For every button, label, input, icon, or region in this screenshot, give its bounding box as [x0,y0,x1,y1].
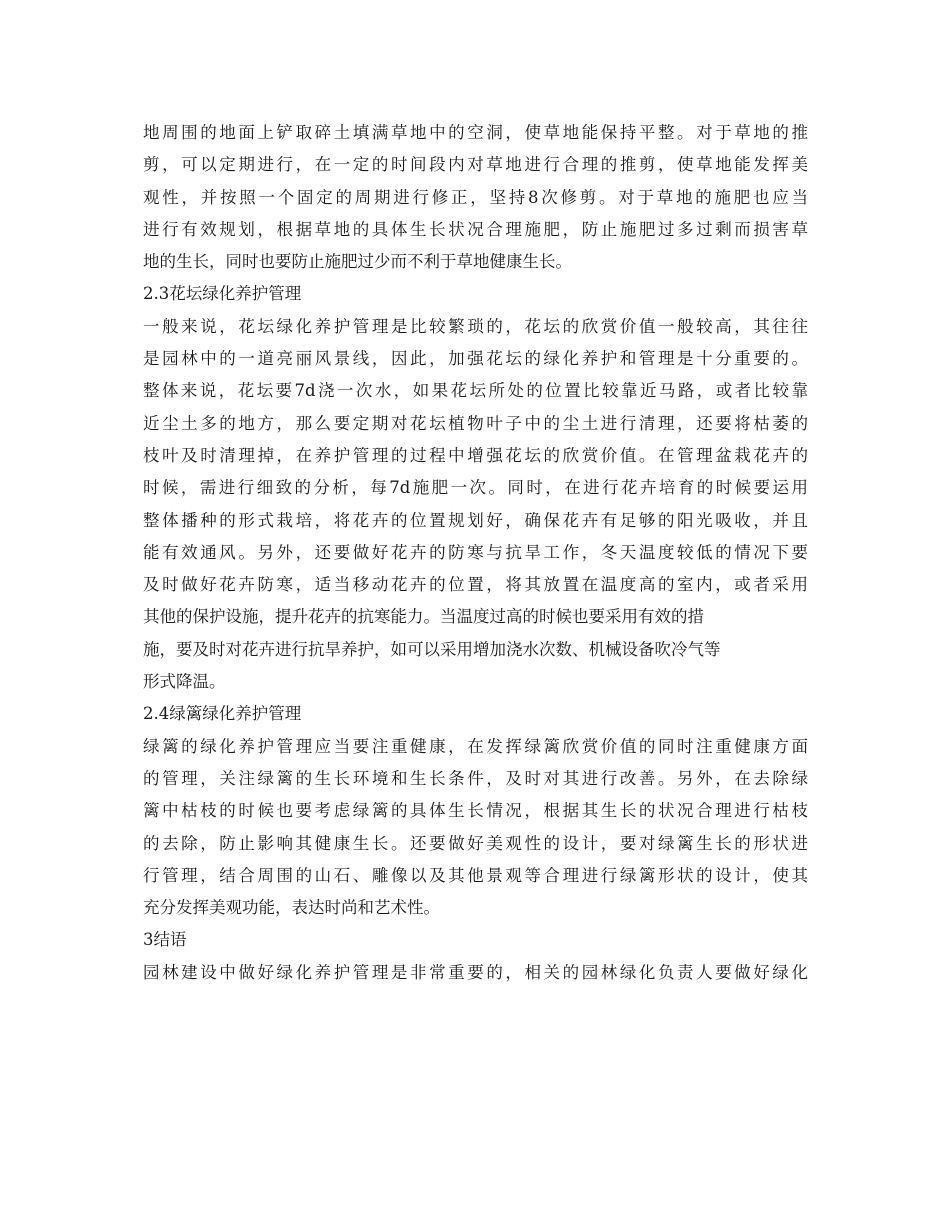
text-line: 3结语 [143,930,187,950]
text-line: 绿篱的绿化养护管理应当要注重健康，在发挥绿篱欣赏价值的同时注重健康方面 [143,736,808,756]
document-body [143,117,808,989]
text-line: 施，要及时对花卉进行抗旱养护，如可以采用增加浇水次数、机械设备吹冷气等 [143,639,721,659]
text-line: 的管理，关注绿篱的生长环境和生长条件，及时对其进行改善。另外，在去除绿 [143,768,808,788]
text-line: 观性，并按照一个固定的周期进行修正，坚持8次修剪。对于草地的施肥也应当 [143,187,808,207]
text-line: 的去除，防止影响其健康生长。还要做好美观性的设计，要对绿篱生长的形状进 [143,833,808,853]
text-line: 近尘土多的地方，那么要定期对花坛植物叶子中的尘土进行清理，还要将枯萎的 [143,413,808,433]
text-line: 是园林中的一道亮丽风景线，因此，加强花坛的绿化养护和管理是十分重要的。 [143,349,808,369]
text-line: 2.4绿篱绿化养护管理 [143,704,302,724]
text-line: 能有效通风。另外，还要做好花卉的防寒与抗旱工作，冬天温度较低的情况下要 [143,542,808,562]
text-line: 地的生长，同时也要防止施肥过少而不利于草地健康生长。 [143,252,572,272]
text-line: 整体来说，花坛要7d浇一次水，如果花坛所处的位置比较靠近马路，或者比较靠 [143,381,808,401]
text-line: 整体播种的形式栽培，将花卉的位置规划好，确保花卉有足够的阳光吸收，并且 [143,510,808,530]
text-line: 一般来说，花坛绿化养护管理是比较繁琐的，花坛的欣赏价值一般较高，其往往 [143,316,808,336]
text-line: 剪，可以定期进行，在一定的时间段内对草地进行合理的推剪，使草地能发挥美 [143,155,808,175]
text-line: 园林建设中做好绿化养护管理是非常重要的，相关的园林绿化负责人要做好绿化 [143,962,808,982]
text-line: 进行有效规划，根据草地的具体生长状况合理施肥，防止施肥过多过剩而损害草 [143,219,808,239]
text-line: 其他的保护设施，提升花卉的抗寒能力。当温度过高的时候也要采用有效的措 [143,607,704,627]
text-line: 2.3花坛绿化养护管理 [143,284,302,304]
text-line: 形式降温。 [143,672,226,692]
text-line: 行管理，结合周围的山石、雕像以及其他景观等合理进行绿篱形状的设计，使其 [143,865,808,885]
text-line: 篱中枯枝的时候也要考虑绿篱的具体生长情况，根据其生长的状况合理进行枯枝 [143,801,808,821]
text-line: 及时做好花卉防寒，适当移动花卉的位置，将其放置在温度高的室内，或者采用 [143,575,808,595]
text-line: 枝叶及时清理掉，在养护管理的过程中增强花坛的欣赏价值。在管理盆栽花卉的 [143,445,808,465]
text-line: 时候，需进行细致的分析，每7d施肥一次。同时，在进行花卉培育的时候要运用 [143,478,808,498]
text-line: 地周围的地面上铲取碎土填满草地中的空洞，使草地能保持平整。对于草地的推 [143,123,808,142]
text-line: 充分发挥美观功能，表达时尚和艺术性。 [143,898,440,918]
